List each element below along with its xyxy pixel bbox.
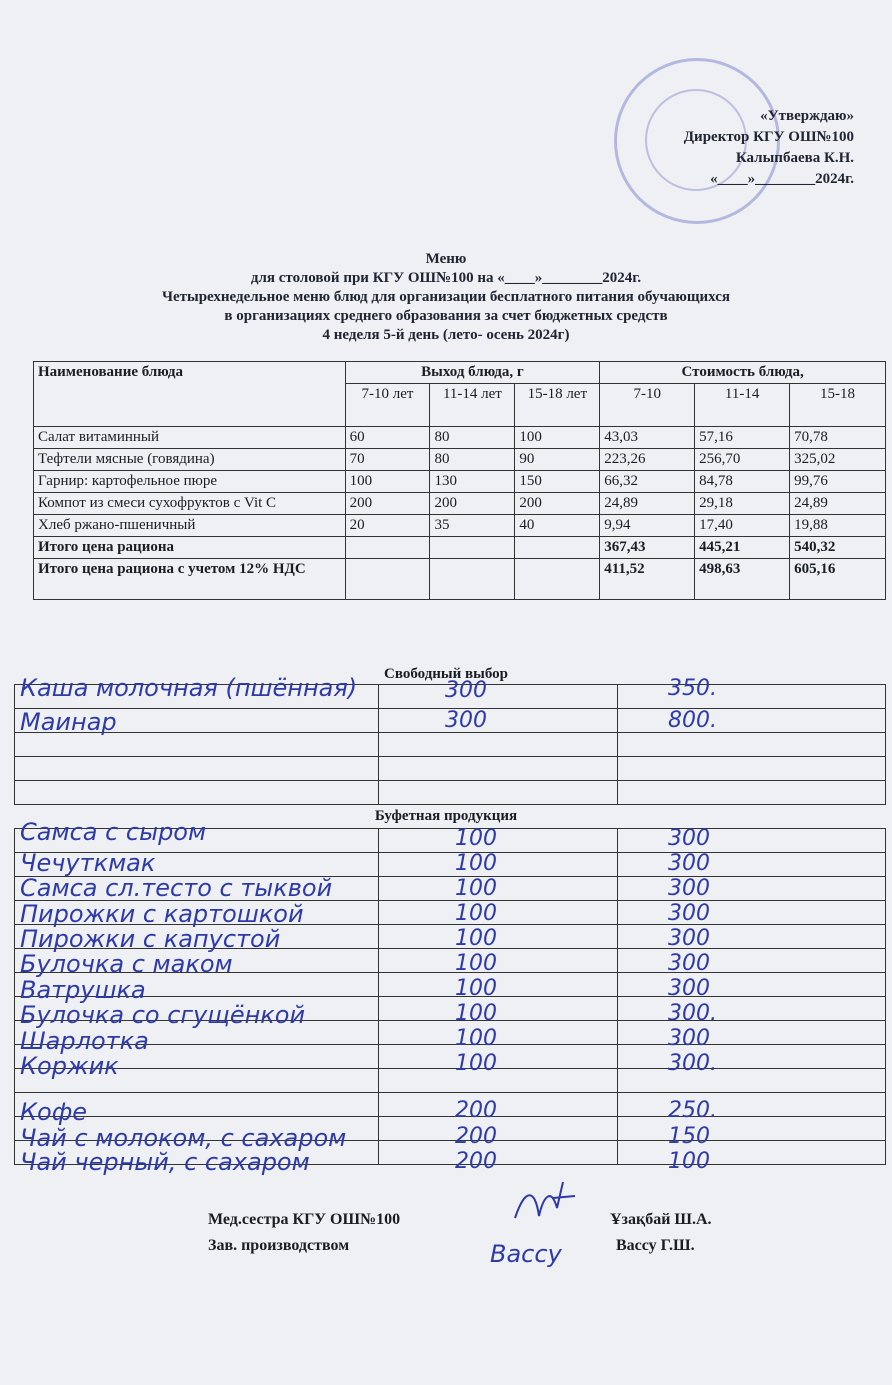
cost-value: 66,32 [600, 471, 695, 493]
menu-heading [0, 250, 892, 345]
production-signature: Вассу [490, 1240, 562, 1268]
table-row [34, 515, 886, 537]
output-value: 130 [430, 471, 515, 493]
total-vat-row [34, 559, 886, 600]
free-item-price: 350. [668, 676, 717, 701]
header-dish-name: Наименование блюда [34, 362, 346, 427]
table-row [34, 427, 886, 449]
total-row [34, 537, 886, 559]
free-item-name: Маинар [20, 708, 117, 736]
total-value: 540,32 [790, 537, 886, 559]
output-value: 200 [345, 493, 430, 515]
free-item-qty: 300 [445, 678, 487, 703]
total-value: 445,21 [695, 537, 790, 559]
buffet-title: Буфетная продукция [374, 808, 518, 824]
approval-date: «____»________2024г. [710, 171, 854, 187]
age-7-10: 7-10 лет [345, 384, 430, 427]
output-value: 80 [430, 449, 515, 471]
buffet-item-qty: 100 [455, 826, 497, 851]
free-choice-title: Свободный выбор [384, 666, 508, 682]
menu-table [33, 361, 886, 600]
total-vat-value: 605,16 [790, 559, 886, 600]
free-item-price: 800. [668, 708, 717, 733]
cost-value: 17,40 [695, 515, 790, 537]
heading-line5: 4 неделя 5-й день (лето- осень 2024г) [322, 327, 570, 343]
buffet-item-price: 300. [668, 1001, 717, 1026]
total-label: Итого цена рациона [34, 537, 346, 559]
cost-value: 325,02 [790, 449, 886, 471]
free-item-qty: 300 [445, 708, 487, 733]
buffet-item-qty: 100 [455, 951, 497, 976]
total-vat-value: 411,52 [600, 559, 695, 600]
cost-age-7-10: 7-10 [600, 384, 695, 427]
buffet-item-qty: 200 [455, 1098, 497, 1123]
cost-value: 223,26 [600, 449, 695, 471]
cost-value: 29,18 [695, 493, 790, 515]
buffet-item-name: Самса с сыром [20, 818, 207, 846]
buffet-item-name: Кофе [20, 1098, 88, 1126]
buffet-item-qty: 100 [455, 1001, 497, 1026]
cost-value: 57,16 [695, 427, 790, 449]
output-value: 70 [345, 449, 430, 471]
buffet-item-price: 300 [668, 976, 710, 1001]
buffet-item-qty: 200 [455, 1149, 497, 1174]
total-vat-value: 498,63 [695, 559, 790, 600]
cost-value: 9,94 [600, 515, 695, 537]
approval-title: «Утверждаю» [760, 108, 854, 124]
cost-value: 24,89 [790, 493, 886, 515]
dish-name: Тефтели мясные (говядина) [34, 449, 346, 471]
buffet-item-name: Шарлотка [20, 1027, 149, 1055]
output-value: 20 [345, 515, 430, 537]
output-value: 35 [430, 515, 515, 537]
free-item-name: Каша молочная (пшённая) [20, 674, 358, 702]
cost-age-15-18: 15-18 [790, 384, 886, 427]
dish-name: Салат витаминный [34, 427, 346, 449]
output-value: 200 [430, 493, 515, 515]
buffet-item-name: Чай с молоком, с сахаром [20, 1124, 347, 1152]
nurse-name: Ұзақбай Ш.А. [610, 1211, 712, 1228]
cost-value: 43,03 [600, 427, 695, 449]
buffet-item-qty: 100 [455, 926, 497, 951]
total-value: 367,43 [600, 537, 695, 559]
buffet-item-price: 300 [668, 951, 710, 976]
nurse-role: Мед.сестра КГУ ОШ№100 [208, 1211, 401, 1228]
output-value: 90 [515, 449, 600, 471]
table-row [34, 493, 886, 515]
cost-value: 99,76 [790, 471, 886, 493]
buffet-item-qty: 100 [455, 876, 497, 901]
cost-age-11-14: 11-14 [695, 384, 790, 427]
dish-name: Хлеб ржано-пшеничный [34, 515, 346, 537]
cost-value: 70,78 [790, 427, 886, 449]
buffet-item-price: 300 [668, 876, 710, 901]
output-value: 100 [515, 427, 600, 449]
header-output: Выход блюда, г [345, 362, 600, 384]
buffet-item-name: Чечуткмак [20, 849, 156, 877]
heading-line3: Четырехнедельное меню блюд для организации бесплатного питания обучающихся [161, 289, 731, 305]
cost-value: 24,89 [600, 493, 695, 515]
buffet-item-price: 100 [668, 1149, 710, 1174]
heading-line4: в организациях среднего образования за счет бюджетных средств [224, 308, 668, 324]
heading-line2: для столовой при КГУ ОШ№100 на «____»________2024г. [250, 270, 642, 286]
approval-director: Директор КГУ ОШ№100 [683, 129, 854, 145]
buffet-item-price: 150 [668, 1124, 710, 1149]
buffet-item-name: Пирожки с картошкой [20, 900, 304, 928]
buffet-item-name: Булочка с маком [20, 950, 233, 978]
cost-value: 256,70 [695, 449, 790, 471]
cost-value: 84,78 [695, 471, 790, 493]
approval-block [684, 106, 854, 190]
table-header-row [34, 362, 886, 384]
buffet-item-name: Пирожки с капустой [20, 925, 281, 953]
table-row [34, 449, 886, 471]
buffet-item-qty: 100 [455, 851, 497, 876]
buffet-item-qty: 100 [455, 976, 497, 1001]
output-value: 60 [345, 427, 430, 449]
dish-name: Гарнир: картофельное пюре [34, 471, 346, 493]
header-cost: Стоимость блюда, [600, 362, 886, 384]
buffet-item-qty: 100 [455, 901, 497, 926]
output-value: 150 [515, 471, 600, 493]
buffet-item-price: 300. [668, 1051, 717, 1076]
age-15-18: 15-18 лет [515, 384, 600, 427]
buffet-item-name: Чай черный, с сахаром [20, 1148, 310, 1176]
nurse-signature-icon [505, 1178, 585, 1238]
output-value: 40 [515, 515, 600, 537]
output-value: 80 [430, 427, 515, 449]
total-vat-label: Итого цена рациона с учетом 12% НДС [34, 559, 346, 600]
buffet-item-price: 300 [668, 1026, 710, 1051]
buffet-item-qty: 100 [455, 1026, 497, 1051]
buffet-item-price: 300 [668, 926, 710, 951]
heading-title: Меню [425, 251, 467, 267]
buffet-item-name: Ватрушка [20, 976, 146, 1004]
buffet-item-name: Самса сл.тесто с тыквой [20, 874, 333, 902]
output-value: 100 [345, 471, 430, 493]
approval-director-name: Калыпбаева К.Н. [735, 150, 854, 166]
buffet-item-name: Булочка со сгущёнкой [20, 1001, 306, 1029]
table-row [34, 471, 886, 493]
dish-name: Компот из смеси сухофруктов с Vit C [34, 493, 346, 515]
buffet-item-name: Коржик [20, 1052, 119, 1080]
buffet-item-price: 300 [668, 826, 710, 851]
production-name: Вассу Г.Ш. [616, 1237, 695, 1254]
production-role: Зав. производством [208, 1237, 350, 1254]
buffet-item-price: 250. [668, 1098, 717, 1123]
buffet-item-price: 300 [668, 901, 710, 926]
buffet-item-qty: 200 [455, 1124, 497, 1149]
buffet-item-price: 300 [668, 851, 710, 876]
output-value: 200 [515, 493, 600, 515]
cost-value: 19,88 [790, 515, 886, 537]
buffet-item-qty: 100 [455, 1051, 497, 1076]
age-11-14: 11-14 лет [430, 384, 515, 427]
